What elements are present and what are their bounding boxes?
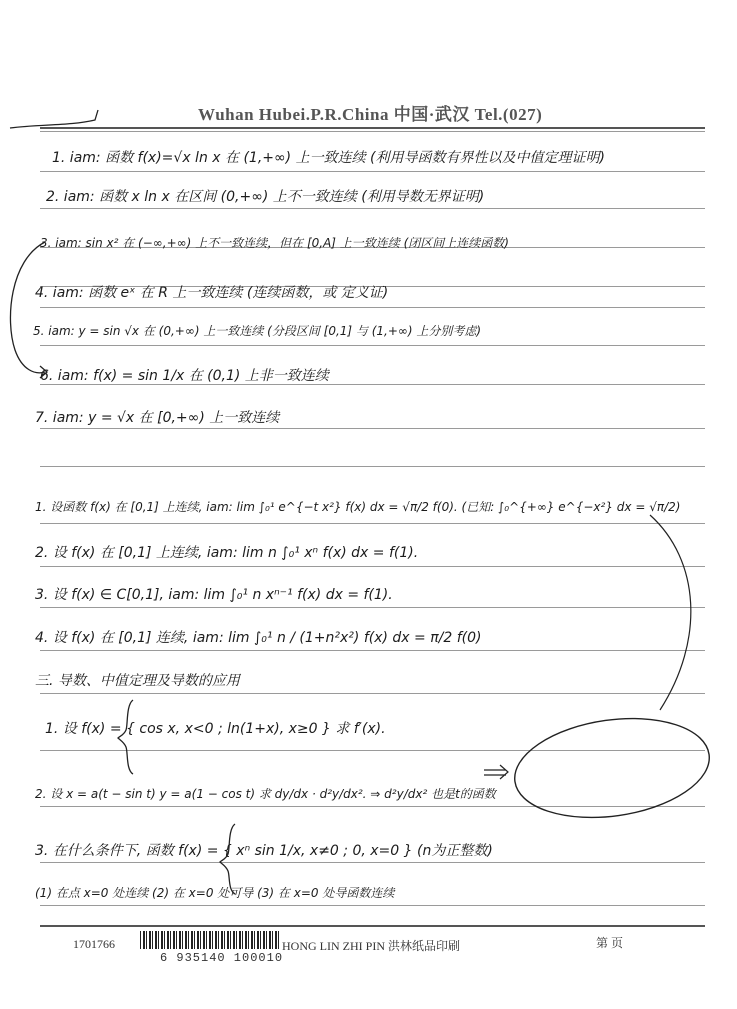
page-header: Wuhan Hubei.P.R.China 中国·武汉 Tel.(027)	[198, 105, 543, 124]
problem-3-3: 3. 在什么条件下, 函数 f(x) = { xⁿ sin 1/x, x≠0 ; 0, x=0 } (n为正整数)	[35, 843, 493, 859]
barcode-number: 6 935140 100010	[160, 951, 284, 965]
footer-code: 1701766	[73, 937, 115, 951]
problem-2-4: 4. 设 f(x) 在 [0,1] 连续, iam: lim ∫₀¹ n / (1+n²x²) f(x) dx = π/2 f(0)	[35, 630, 482, 646]
problem-3-1: 1. 设 f(x) = { cos x, x<0 ; ln(1+x), x≥0 } 求 f′(x).	[45, 721, 386, 737]
problem-3-3-parts: (1) 在点 x=0 处连续 (2) 在 x=0 处可导 (3) 在 x=0 处导函数连续	[35, 886, 395, 900]
page-number-label: 第 页	[596, 936, 624, 950]
problem-1-1: 1. iam: 函数 f(x)=√x ln x 在 (1,+∞) 上一致连续 (利用导函数有界性以及中值定理证明)	[52, 150, 605, 166]
problem-3-2: 2. 设 x = a(t − sin t) y = a(1 − cos t) 求 dy/dx · d²y/dx². ⇒ d²y/dx² 也是t的函数	[35, 787, 496, 801]
problem-1-7: 7. iam: y = √x 在 [0,+∞) 上一致连续	[35, 410, 280, 426]
section-3-title: 三. 导数、中值定理及导数的应用	[35, 673, 240, 689]
problem-1-6: 6. iam: f(x) = sin 1/x 在 (0,1) 上非一致连续	[40, 368, 329, 384]
problem-1-3: 3. iam: sin x² 在 (−∞,+∞) 上不一致连续，但在 [0,A] 上一致连续 (闭区间上连续函数)	[40, 236, 509, 250]
problem-1-4: 4. iam: 函数 eˣ 在 R 上一致连续 (连续函数，或 定义证)	[35, 285, 389, 301]
footer-brand: HONG LIN ZHI PIN 洪林纸品印刷	[282, 939, 460, 953]
problem-1-2: 2. iam: 函数 x ln x 在区间 (0,+∞) 上不一致连续 (利用导数无界证明)	[46, 189, 485, 205]
problem-2-1: 1. 设函数 f(x) 在 [0,1] 上连续, iam: lim ∫₀¹ e^{−t x²} f(x) dx = √π/2 f(0). (已知: ∫₀^{+∞} e^{−x²} dx = √π/2)	[35, 500, 681, 514]
problem-2-3: 3. 设 f(x) ∈ C[0,1], iam: lim ∫₀¹ n xⁿ⁻¹ f(x) dx = f(1).	[35, 587, 393, 603]
problem-1-5: 5. iam: y = sin √x 在 (0,+∞) 上一致连续 (分段区间 [0,1] 与 (1,+∞) 上分别考虑)	[33, 324, 482, 338]
barcode	[140, 931, 280, 949]
problem-2-2: 2. 设 f(x) 在 [0,1] 上连续, iam: lim n ∫₀¹ xⁿ f(x) dx = f(1).	[35, 545, 419, 561]
